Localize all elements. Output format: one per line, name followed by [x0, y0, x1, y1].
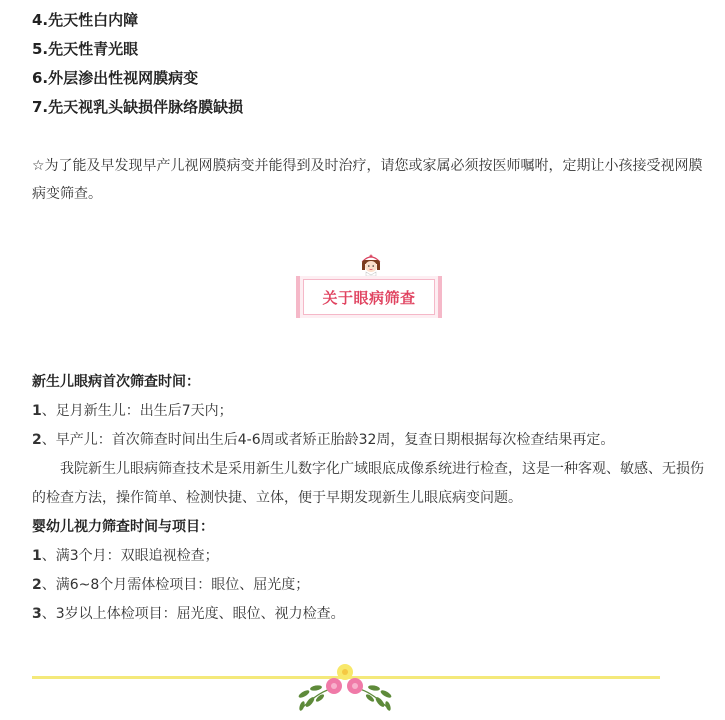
item-text: 、满3个月：双眼追视检查； — [41, 548, 219, 564]
list-item — [32, 426, 712, 455]
item-text: 、足月新生儿：出生后7天内； — [41, 403, 233, 419]
first-screening-heading: 新生儿眼病首次筛查时间： — [32, 374, 200, 390]
item-text: 、满6~8个月需体检项目：眼位、屈光度； — [41, 577, 310, 593]
flower-decoration-icon — [290, 660, 400, 718]
item-number: 2 — [32, 577, 42, 593]
item-text: 、早产儿：首次筛查时间出生后4-6周或者矫正胎龄32周，复查日期根据每次检查结果再定。 — [41, 432, 615, 448]
disease-item: 4.先天性白内障 — [32, 11, 139, 29]
screening-content — [32, 368, 712, 629]
disease-item: 5.先天性青光眼 — [32, 40, 139, 58]
section-title-box — [296, 276, 442, 318]
item-number: 3 — [32, 606, 42, 622]
disease-item: 6.外层渗出性视网膜病变 — [32, 69, 199, 87]
list-item — [32, 571, 712, 600]
disease-item: 7.先天视乳头缺损伴脉络膜缺损 — [32, 98, 244, 116]
section-title-inner — [303, 279, 435, 315]
item-number: 1 — [32, 548, 42, 564]
vision-screening-heading: 婴幼儿视力筛查时间与项目： — [32, 519, 214, 535]
nurse-icon — [358, 252, 384, 276]
screening-notice: ☆为了能及早发现早产儿视网膜病变并能得到及时治疗，请您或家属必须按医师嘱咐，定期让小孩接受视网膜病变筛查。 — [32, 158, 703, 202]
list-item — [32, 542, 712, 571]
item-number: 1 — [32, 403, 42, 419]
screening-technique-paragraph: 我院新生儿眼病筛查技术是采用新生儿数字化广域眼底成像系统进行检查，这是一种客观、敏感、无损伤的检查方法，操作简单、检测快捷、立体，便于早期发现新生儿眼底病变问题。 — [32, 461, 704, 506]
item-text: 、3岁以上体检项目：屈光度、眼位、视力检查。 — [41, 606, 345, 622]
list-item — [32, 397, 712, 426]
list-item — [32, 600, 712, 629]
disease-list — [32, 6, 243, 122]
item-number: 2 — [32, 432, 42, 448]
section-title: 关于眼病筛查 — [322, 288, 416, 307]
